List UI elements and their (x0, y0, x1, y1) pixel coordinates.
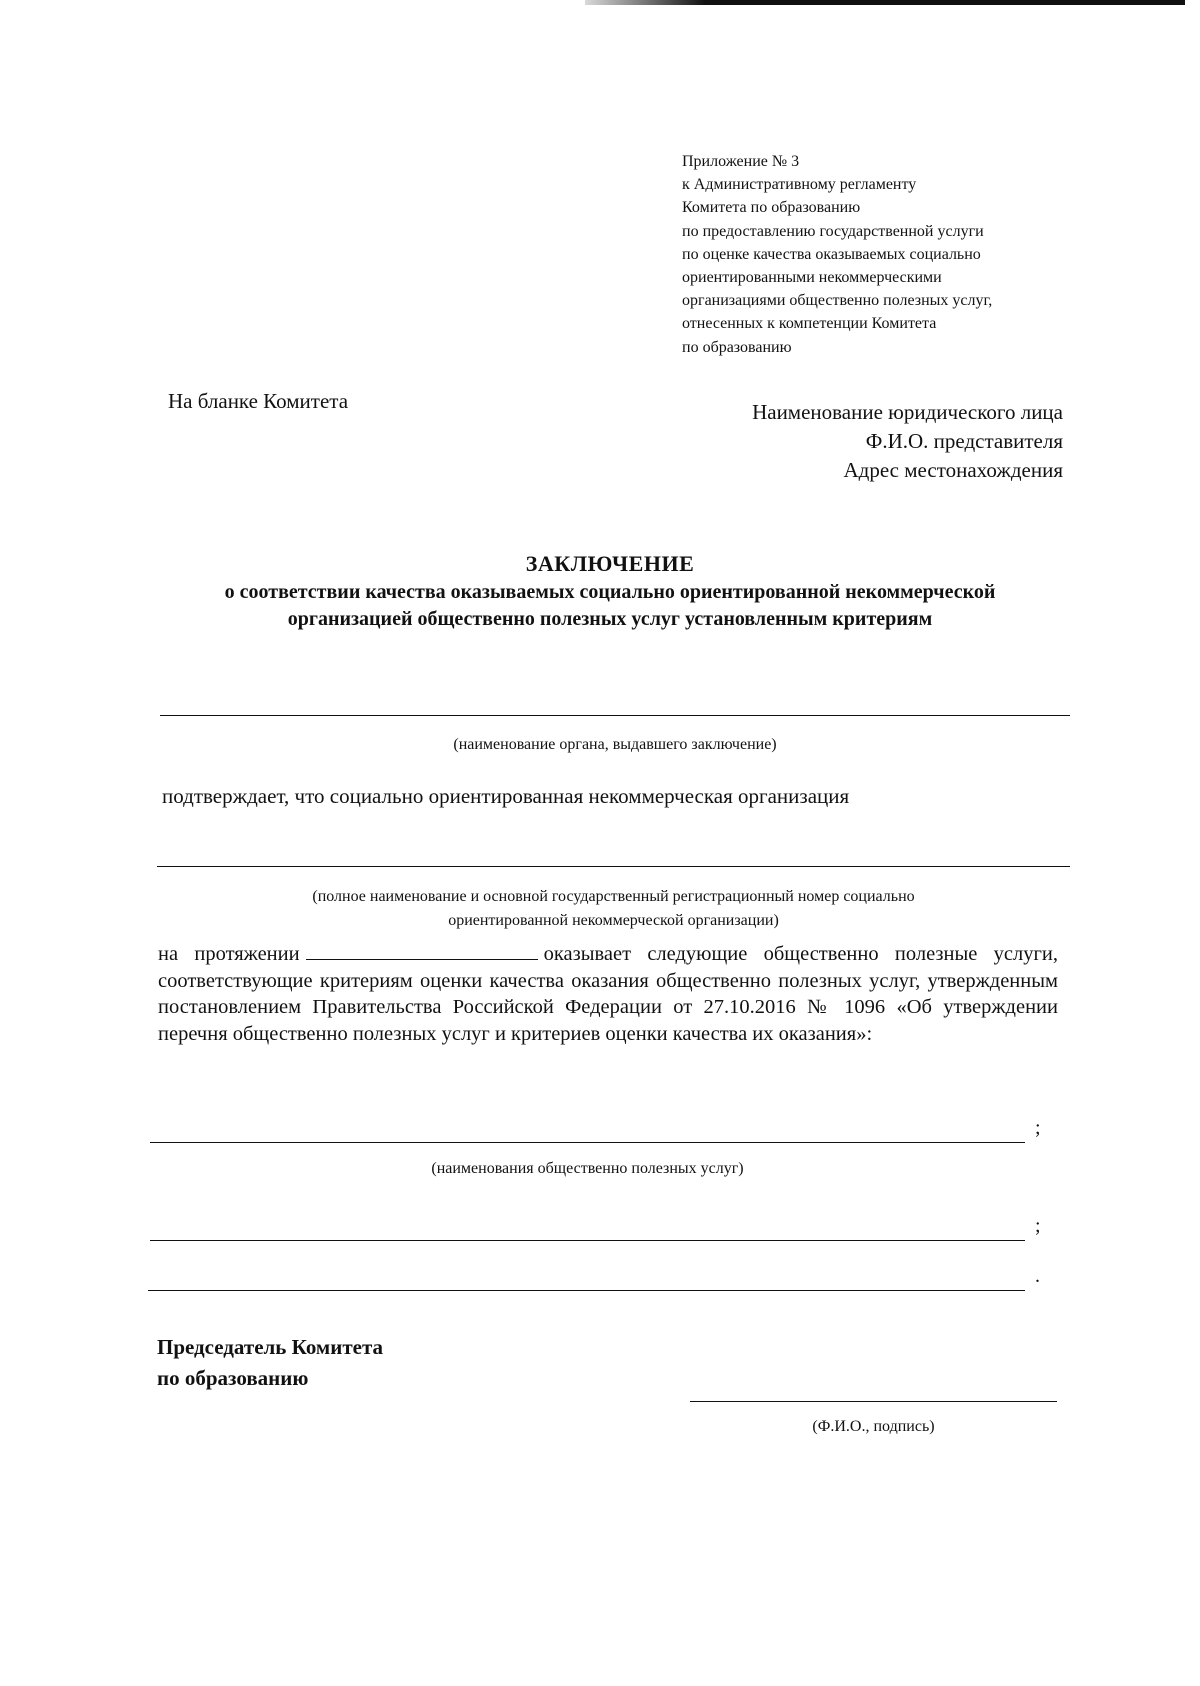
appendix-line: по предоставлению государственной услуги (682, 222, 984, 240)
signature-line (690, 1401, 1057, 1402)
recipient-org-name: Наименование юридического лица (752, 400, 1063, 424)
recipient-address: Адрес местонахождения (843, 458, 1063, 482)
nko-name-caption (157, 885, 1070, 933)
organ-name-line (160, 715, 1070, 716)
appendix-line: отнесенных к компетенции Комитета (682, 315, 937, 333)
statement-text: оказывает следующие общественно полезные услуги, соответствующие критериям оценки качества оказания общественно полезных услуг, утвержденным постановлением Правительства Российской Федерации от 27.10.2016 № 1096 «Об утверждении перечня общественно полезных услуг и критериев оценки качества их оказания»: (158, 943, 1058, 1045)
signer-title (157, 1332, 383, 1394)
document-title-block (170, 549, 1050, 633)
document-title: ЗАКЛЮЧЕНИЕ (525, 551, 695, 576)
confirms-text: подтверждает, что социально ориентированная некоммерческая организация (162, 784, 850, 808)
service-line-2 (150, 1240, 1025, 1241)
service-line-3-period: . (1035, 1265, 1040, 1287)
document-subtitle: о соответствии качества оказываемых социально ориентированной некоммерческой организацией общественно полезных услуг установленным критериям (224, 581, 996, 630)
signer-title-line: по образованию (157, 1366, 309, 1390)
services-statement (158, 941, 1058, 1047)
period-blank (306, 941, 538, 960)
letterhead-note: На бланке Комитета (168, 389, 349, 413)
appendix-line: Приложение № 3 (682, 153, 800, 170)
appendix-note (682, 150, 1102, 359)
services-caption: (наименования общественно полезных услуг) (431, 1160, 744, 1177)
signer-title-line: Председатель Комитета (157, 1335, 384, 1359)
nko-name-line (157, 866, 1070, 867)
scan-edge-mark (585, 0, 1185, 5)
appendix-line: Комитета по образованию (682, 199, 861, 217)
service-line-2-semicolon: ; (1035, 1215, 1041, 1237)
appendix-line: по оценке качества оказываемых социально (682, 245, 981, 263)
recipient-block (563, 398, 1063, 485)
appendix-line: к Административному регламенту (682, 176, 917, 194)
during-label: на протяжении (158, 943, 300, 965)
nko-caption-line: ориентированной некоммерческой организации) (448, 912, 779, 929)
recipient-representative: Ф.И.О. представителя (865, 429, 1063, 453)
nko-caption-line: (полное наименование и основной государственный регистрационный номер социально (312, 888, 915, 905)
appendix-line: ориентированными некоммерческими (682, 269, 942, 287)
service-line-1-semicolon: ; (1035, 1117, 1041, 1139)
organ-name-caption: (наименование органа, выдавшего заключение) (453, 736, 777, 753)
service-line-3 (148, 1290, 1025, 1291)
signature-caption: (Ф.И.О., подпись) (812, 1418, 935, 1435)
service-line-1 (150, 1142, 1025, 1143)
appendix-line: по образованию (682, 338, 792, 356)
appendix-line: организациями общественно полезных услуг, (682, 292, 993, 310)
